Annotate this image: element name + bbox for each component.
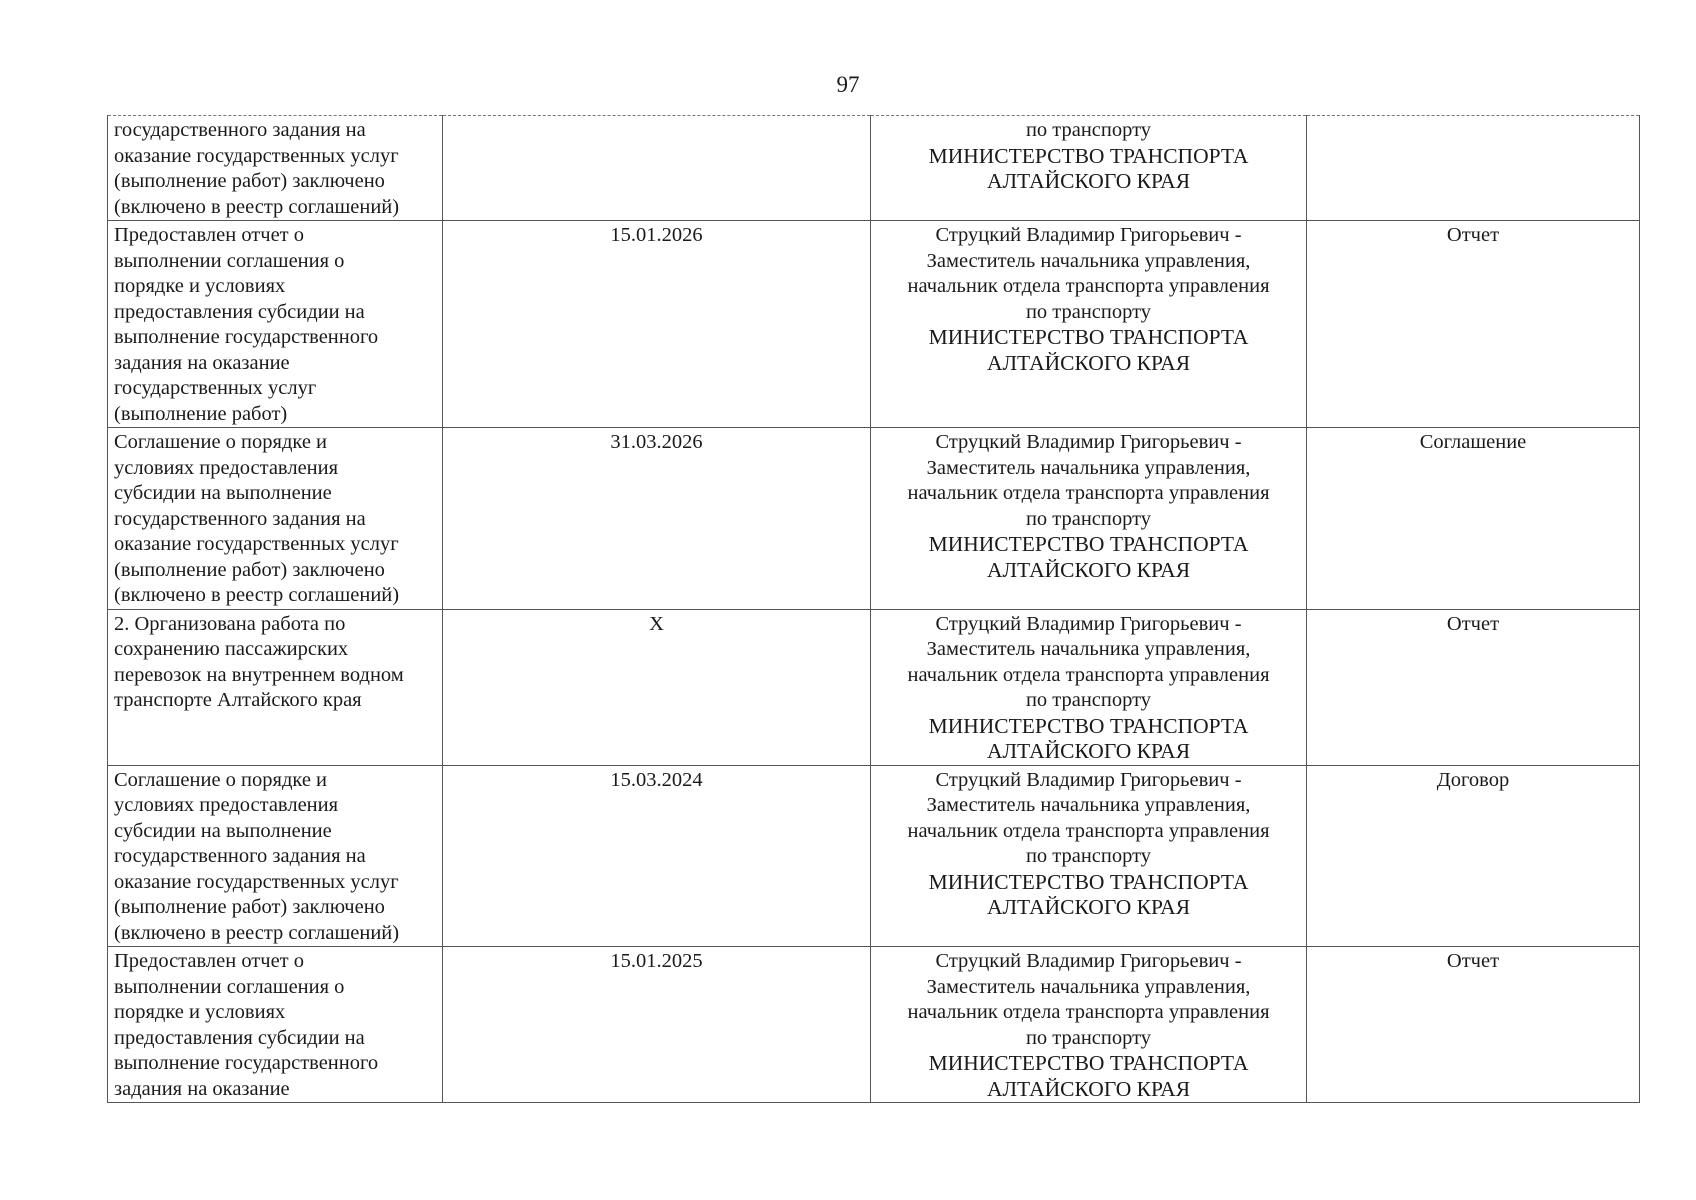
responsible-cell [871, 609, 1307, 765]
responsible-cell [871, 947, 1307, 1103]
event-text-line: Предоставлен отчет о [114, 950, 304, 972]
ministry-name-line: АЛТАЙСКОГО КРАЯ [986, 1076, 1191, 1101]
ministry-name-line: АЛТАЙСКОГО КРАЯ [986, 350, 1191, 375]
ministry-name-line: МИНИСТЕРСТВО ТРАНСПОРТА [928, 532, 1249, 556]
table-row [108, 947, 1640, 1103]
responsible-text-line: Заместитель начальника управления, [926, 249, 1251, 272]
event-text-line: условиях предоставления [114, 456, 339, 479]
event-text-line: выполнение государственного [114, 1052, 379, 1074]
responsible-text-line: по транспорту [1025, 300, 1152, 323]
responsible-cell [871, 221, 1307, 428]
responsible-text-line: начальник отдела транспорта управления [907, 819, 1270, 842]
responsible-text-line: Заместитель начальника управления, [926, 975, 1251, 998]
document-type: Договор [1436, 768, 1510, 791]
date-cell [443, 609, 871, 765]
responsible-text-line: Заместитель начальника управления, [926, 456, 1251, 479]
document-type: Соглашение [1419, 431, 1527, 453]
event-cell [108, 221, 443, 428]
responsible-text-line: Струцкий Владимир Григорьевич - [935, 768, 1242, 791]
responsible-text-line: по транспорту [1025, 845, 1152, 867]
ministry-name-line: АЛТАЙСКОГО КРАЯ [986, 557, 1191, 582]
page-number: 97 [836, 72, 860, 97]
responsible-text-line: начальник отдела транспорта управления [907, 663, 1270, 686]
document-type-cell [1307, 116, 1640, 221]
ministry-name-line: АЛТАЙСКОГО КРАЯ [986, 895, 1191, 919]
event-text-line: транспорте Алтайского края [114, 689, 362, 711]
document-type-cell [1307, 221, 1640, 428]
date-value: X [649, 612, 664, 635]
event-cell [108, 765, 443, 947]
event-text-line: предоставления субсидии на [114, 300, 365, 323]
event-text-line: (выполнение работ) заключено [114, 558, 385, 581]
date-cell [443, 947, 871, 1103]
event-cell [108, 609, 443, 765]
ministry-name-line: МИНИСТЕРСТВО ТРАНСПОРТА [928, 1051, 1249, 1075]
event-text-line: перевозок на внутреннем водном [114, 663, 404, 686]
document-type-cell [1307, 609, 1640, 765]
event-text-line: субсидии на выполнение [114, 819, 332, 842]
responsible-text-line: Заместитель начальника управления, [926, 794, 1251, 816]
responsible-cell [871, 765, 1307, 947]
event-cell [108, 947, 443, 1103]
event-text-line: выполнение государственного [114, 326, 379, 348]
table-row [108, 428, 1640, 610]
date-value: 31.03.2026 [610, 431, 703, 453]
document-type: Отчет [1446, 950, 1500, 972]
event-text-line: порядке и условиях [114, 275, 286, 297]
event-text-line: задания на оказание [114, 351, 290, 374]
date-value: 15.01.2025 [610, 950, 703, 972]
event-text-line: (выполнение работ) [114, 402, 288, 425]
responsible-text-line: Струцкий Владимир Григорьевич - [935, 612, 1242, 635]
responsible-text-line: Струцкий Владимир Григорьевич - [935, 431, 1242, 453]
event-text-line: оказание государственных услуг [114, 870, 399, 893]
responsible-cell [871, 428, 1307, 610]
event-text-line: оказание государственных услуг [114, 144, 399, 167]
event-cell [108, 116, 443, 221]
responsible-text-line: по транспорту [1025, 689, 1152, 711]
event-text-line: условиях предоставления [114, 794, 339, 816]
event-text-line: Предоставлен отчет о [114, 224, 304, 246]
event-text-line: (включено в реестр соглашений) [114, 921, 400, 944]
responsible-text-line: Струцкий Владимир Григорьевич - [935, 950, 1242, 972]
event-text-line: государственных услуг [114, 377, 317, 399]
responsible-text-line: начальник отдела транспорта управления [907, 1001, 1270, 1023]
control-points-table [107, 115, 1640, 1103]
event-text-line: государственного задания на [114, 845, 366, 867]
event-text-line: порядке и условиях [114, 1001, 286, 1023]
ministry-name-line: МИНИСТЕРСТВО ТРАНСПОРТА [928, 869, 1249, 894]
document-type: Отчет [1446, 612, 1500, 635]
event-cell [108, 428, 443, 610]
responsible-text-line: Заместитель начальника управления, [926, 638, 1251, 660]
event-text-line: Соглашение о порядке и [114, 768, 328, 791]
date-value: 15.01.2026 [610, 224, 703, 246]
document-type-cell [1307, 428, 1640, 610]
event-text-line: оказание государственных услуг [114, 533, 399, 555]
document-type: Отчет [1446, 224, 1500, 246]
event-text-line: (выполнение работ) заключено [114, 170, 385, 192]
event-text-line: предоставления субсидии на [114, 1026, 365, 1049]
event-text-line: 2. Организована работа по [114, 612, 346, 635]
event-text-line: государственного задания на [114, 507, 366, 530]
date-value: 15.03.2024 [610, 768, 703, 791]
ministry-name-line: МИНИСТЕРСТВО ТРАНСПОРТА [928, 325, 1249, 349]
event-text-line: выполнении соглашения о [114, 249, 345, 272]
event-text-line: (включено в реестр соглашений) [114, 584, 400, 606]
ministry-name-line: АЛТАЙСКОГО КРАЯ [986, 169, 1191, 193]
responsible-text-line: Струцкий Владимир Григорьевич - [935, 224, 1242, 246]
ministry-name-line: МИНИСТЕРСТВО ТРАНСПОРТА [928, 713, 1249, 738]
date-cell [443, 221, 871, 428]
date-cell [443, 116, 871, 221]
event-text-line: сохранению пассажирских [114, 638, 349, 660]
responsible-text-line: по транспорту [1025, 507, 1152, 530]
responsible-text-line: начальник отдела транспорта управления [907, 275, 1270, 297]
document-type-cell [1307, 765, 1640, 947]
table-row [108, 765, 1640, 947]
responsible-cell [871, 116, 1307, 221]
event-text-line: Соглашение о порядке и [114, 431, 328, 453]
responsible-text-line: по транспорту [1025, 119, 1152, 141]
event-text-line: задания на оказание [114, 1077, 290, 1100]
table-body [108, 116, 1640, 1103]
date-cell [443, 428, 871, 610]
ministry-name-line: МИНИСТЕРСТВО ТРАНСПОРТА [928, 143, 1249, 168]
responsible-text-line: по транспорту [1025, 1026, 1152, 1049]
responsible-text-line: начальник отдела транспорта управления [907, 482, 1270, 504]
table-row [108, 609, 1640, 765]
date-cell [443, 765, 871, 947]
table-row [108, 221, 1640, 428]
event-text-line: выполнении соглашения о [114, 975, 345, 998]
document-type-cell [1307, 947, 1640, 1103]
ministry-name-line: АЛТАЙСКОГО КРАЯ [986, 739, 1191, 763]
event-text-line: субсидии на выполнение [114, 482, 332, 504]
event-text-line: (включено в реестр соглашений) [114, 195, 400, 218]
table-row [108, 116, 1640, 221]
event-text-line: (выполнение работ) заключено [114, 896, 385, 918]
event-text-line: государственного задания на [114, 119, 366, 141]
